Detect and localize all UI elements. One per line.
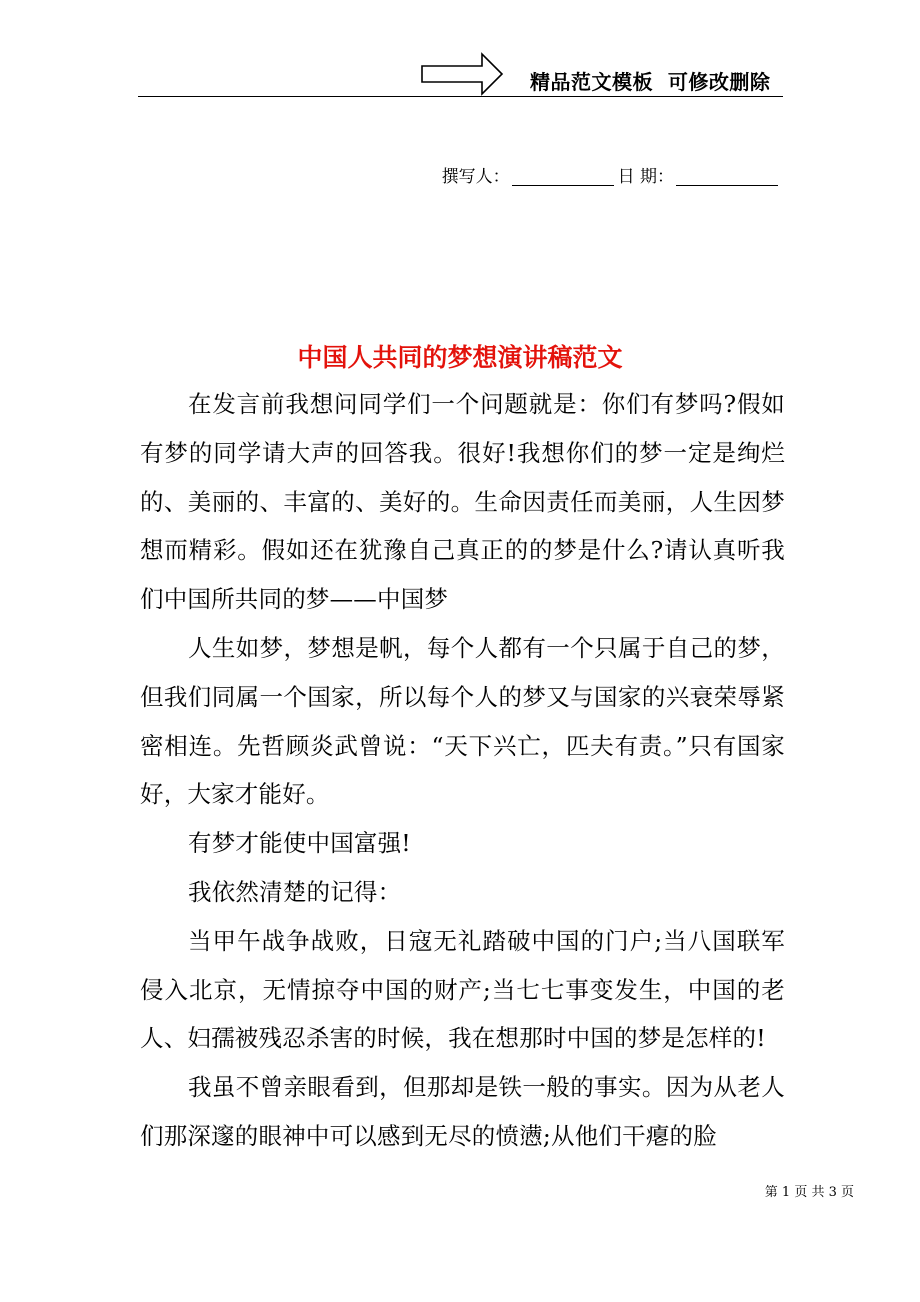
- paragraph: 当甲午战争战败，日寇无礼踏破中国的门户;当八国联军侵入北京，无情掠夺中国的财产;当七七事变发生，中国的老人、妇孺被残忍杀害的时候，我在想那时中国的梦是怎样的!: [140, 926, 785, 1053]
- document-body: [140, 380, 785, 1161]
- header-divider: [138, 96, 783, 97]
- author-blank-field: [512, 167, 614, 186]
- date-label: 日 期：: [617, 167, 674, 187]
- date-blank-field: [676, 167, 778, 186]
- author-date-row: [442, 162, 782, 187]
- header-label: 精品范文模板 可修改删除: [530, 70, 771, 94]
- paragraph: 我依然清楚的记得：: [188, 877, 402, 906]
- page-number: 第 1 页 共 3 页: [764, 1185, 854, 1200]
- paragraph: 人生如梦，梦想是帆，每个人都有一个只属于自己的梦，但我们同属一个国家，所以每个人的梦又与国家的兴衰荣辱紧密相连。先哲顾炎武曾说：“天下兴亡，匹夫有责。”只有国家好，大家才能好。: [140, 633, 785, 809]
- paragraph: 我虽不曾亲眼看到，但那却是铁一般的事实。因为从老人们那深邃的眼神中可以感到无尽的愤懑;从他们干瘪的脸: [140, 1073, 785, 1150]
- document-title: 中国人共同的梦想演讲稿范文: [297, 343, 623, 372]
- author-label: 撰写人：: [441, 167, 510, 187]
- paragraph: 有梦才能使中国富强!: [188, 829, 411, 858]
- arrow-right-icon: [420, 52, 504, 96]
- paragraph: 在发言前我想问同学们一个问题就是：你们有梦吗?假如有梦的同学请大声的回答我。很好!我想你们的梦一定是绚烂的、美丽的、丰富的、美好的。生命因责任而美丽，人生因梦想而精彩。假如还在犹豫自己真正的的梦是什么?请认真听我们中国所共同的梦——中国梦: [140, 390, 785, 614]
